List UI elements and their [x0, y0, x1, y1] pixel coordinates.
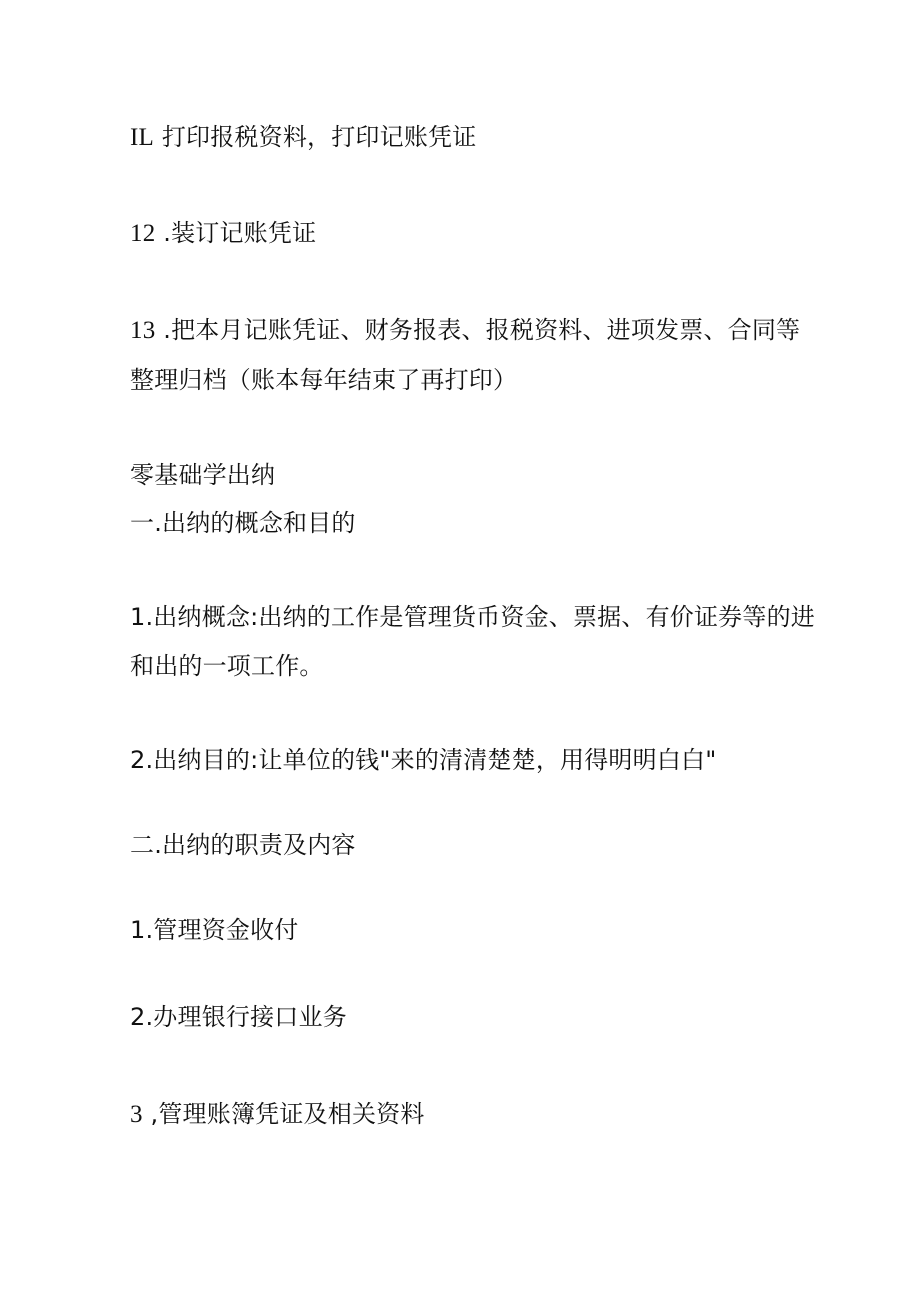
concept-line-1	[130, 602, 815, 632]
item-13-line-1	[130, 315, 800, 346]
paragraph-text: 2.出纳目的:让单位的钱"来的清清楚楚，用得明明白白"	[130, 746, 717, 774]
heading-duties	[130, 830, 356, 860]
duty-2	[130, 1002, 347, 1032]
duty-3	[130, 1099, 425, 1130]
heading-text: 一.出纳的概念和目的	[130, 509, 356, 537]
section-title: 零基础学出纳	[130, 461, 276, 489]
item-number: 13	[130, 317, 156, 344]
section-title-cashier	[130, 460, 275, 490]
item-number: 3	[130, 1101, 143, 1128]
duty-1	[130, 915, 299, 945]
item-text: .装订记账凭证	[155, 219, 317, 247]
list-item-text: 1.管理资金收付	[130, 916, 299, 944]
item-number: 12	[130, 220, 156, 247]
item-number: IL	[130, 124, 154, 151]
item-12	[130, 218, 316, 249]
heading-concept-purpose	[130, 508, 356, 538]
item-text: .把本月记账凭证、财务报表、报税资料、进项发票、合同等	[155, 316, 801, 344]
list-item-text: 2.办理银行接口业务	[130, 1003, 347, 1031]
purpose-line	[130, 745, 716, 775]
concept-line-2	[130, 651, 324, 681]
item-11	[130, 122, 476, 153]
item-text: 打印报税资料，打印记账凭证	[154, 123, 477, 151]
heading-text: 二.出纳的职责及内容	[130, 831, 356, 859]
paragraph-text: 1.出纳概念:出纳的工作是管理货币资金、票据、有价证券等的进	[130, 603, 815, 631]
list-item-text: ,管理账簿凭证及相关资料	[142, 1100, 425, 1128]
item-13-line-2	[130, 365, 517, 395]
item-text: 整理归档（账本每年结束了再打印）	[130, 366, 518, 394]
paragraph-text: 和出的一项工作。	[130, 652, 324, 680]
